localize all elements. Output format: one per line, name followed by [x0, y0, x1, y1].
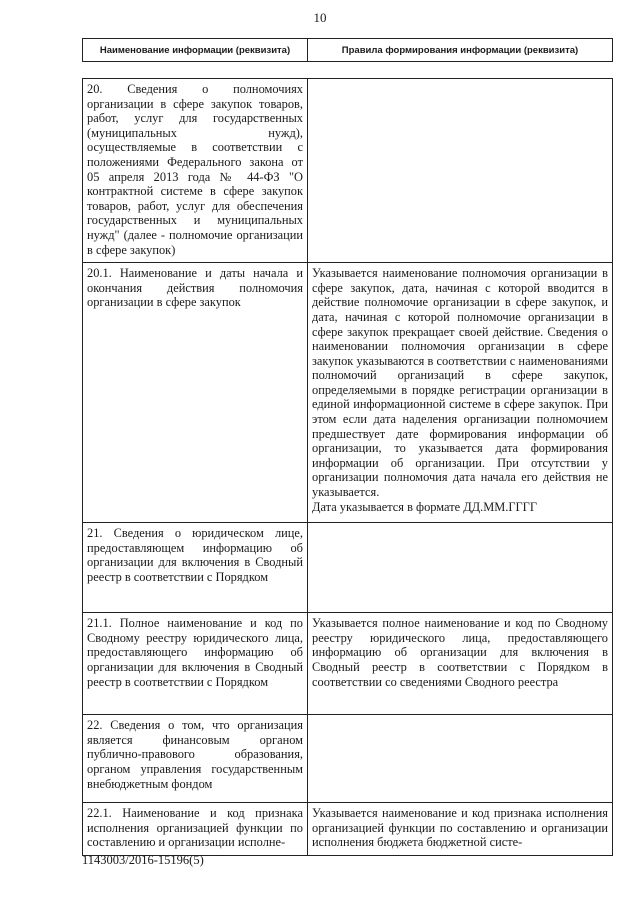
- table-row: [83, 715, 613, 803]
- requisite-rule-cell: [308, 263, 613, 523]
- header-column-name: Наименование информации (реквизита): [83, 39, 308, 62]
- table-row: [83, 79, 613, 263]
- requisite-rule-cell: [308, 523, 613, 613]
- rule-text-date-format: Дата указывается в формате ДД.ММ.ГГГГ: [312, 499, 538, 514]
- requisite-name-cell: 22. Сведения о том, что организация является финансовым органом публично-правового образования, органом управления государственным внебюджетным фондом: [83, 715, 308, 803]
- requisite-rule-cell: [308, 803, 613, 856]
- requisite-rule-cell: [308, 613, 613, 715]
- page-number: 10: [313, 10, 327, 25]
- requisite-name-cell: 22.1. Наименование и код признака исполнения организацией функции по составлению и организации исполне-: [83, 803, 308, 856]
- requisite-rule-cell: [308, 715, 613, 803]
- rule-text: Указывается наименование полномочия организации в сфере закупок, дата, начиная с которой вводится в действие полномочие организации в сфере закупок, и дата, начиная с которой полномочие организации в сфере закупок прекращает своей действие. Сведения о наименовании полномочия организации в сфере закупок указываются в соответствии с наименованиями полномочий организаций в сфере закупок, определяемыми в порядке регистрации организации в единой информационной системе в сфере закупок. При этом если дата наделения организации полномочием предшествует дате формирования информации об организации, то указывается дата формирования информации об организации. При отсутствии у организации полномочия дата начала его действия не указывается.: [312, 266, 608, 500]
- rule-text: Указывается наименование и код признака исполнения организацией функции по составлению и организации исполнения бюджета бюджетной систе-: [312, 806, 608, 850]
- requisite-rule-cell: [308, 79, 613, 263]
- table-row: [83, 263, 613, 523]
- table-row: [83, 523, 613, 613]
- table-header: [82, 38, 613, 62]
- table-row: [83, 613, 613, 715]
- requisites-table: [82, 78, 613, 856]
- requisite-name-cell: 21.1. Полное наименование и код по Сводному реестру юридического лица, предоставляющего информацию об организации для включения в Сводный реестр в соответствии с Порядком: [83, 613, 308, 715]
- table-row: [83, 803, 613, 856]
- requisite-name-cell: 20. Сведения о полномочиях организации в сфере закупок товаров, работ, услуг для государственных (муниципальных нужд), осуществляемые в соответствии с положениями Федерального закона от 05 апреля 2013 года № 44-ФЗ "О контрактной системе в сфере закупок товаров, работ, услуг для обеспечения государственных и муниципальных нужд" (далее - полномочие организации в сфере закупок): [83, 79, 308, 263]
- requisite-name-cell: 21. Сведения о юридическом лице, предоставляющем информацию об организации для включения в Сводный реестр в соответствии с Порядком: [83, 523, 308, 613]
- document-footer-code: 1143003/2016-15196(5): [82, 853, 204, 867]
- rule-text: Указывается полное наименование и код по Сводному реестру юридического лица, предоставляющего информацию об организации для включения в Сводный реестр в соответствии с Порядком в соответствии со сведениями Сводного реестра: [312, 616, 608, 689]
- requisite-name-cell: 20.1. Наименование и даты начала и окончания действия полномочия организации в сфере закупок: [83, 263, 308, 523]
- header-column-rules: Правила формирования информации (реквизита): [308, 39, 613, 62]
